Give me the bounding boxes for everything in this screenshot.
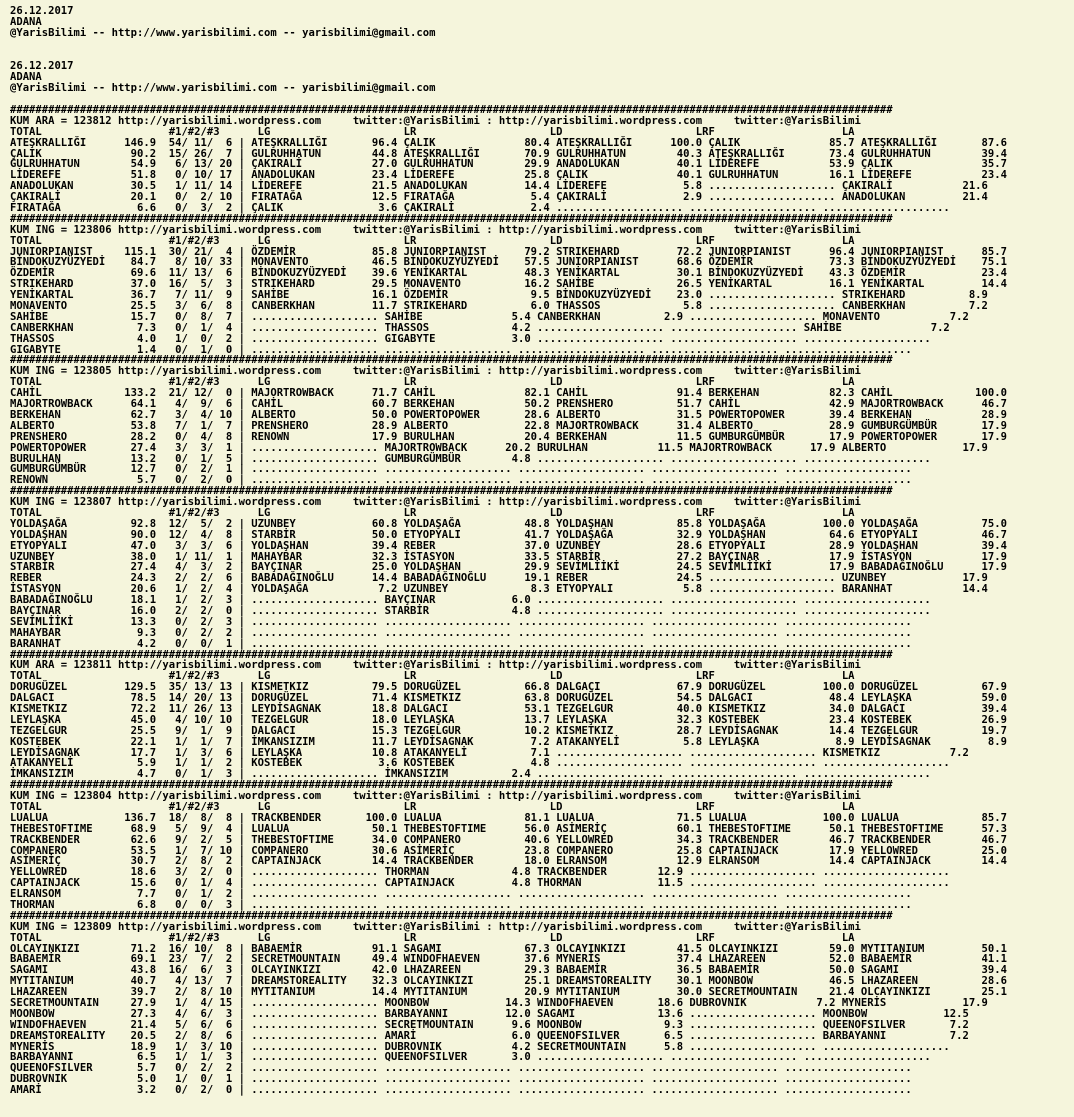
column-headers: TOTAL #1/#2/#3 LG LR LD LRF LA	[10, 376, 855, 389]
table-row: DREAMSTOREALITY 20.5 2/ 8/ 6 | .................... AMARİ 6.0 QUEENOFSILVER 6.5 .................... BARBAYANNI 7.2	[10, 1029, 969, 1042]
table-row: GUMBURGÜMBÜR 12.7 0/ 2/ 1 | .................... .................... .................... .................... ....................	[10, 463, 912, 476]
column-headers: TOTAL #1/#2/#3 LG LR LD LRF LA	[10, 931, 855, 944]
column-headers: TOTAL #1/#2/#3 LG LR LD LRF LA	[10, 801, 855, 813]
header-blank	[10, 50, 1074, 61]
table-row: LEYDİSAGNAK 17.7 1/ 3/ 6 | LEYLAŞKA 10.8 ATAKANYELİ 7.1 .................... .................... KISMETKIZ 7.2	[10, 746, 969, 759]
table-row: KOSTEBEK 22.1 1/ 1/ 7 | İMKANSIZIM 11.7 LEYDİSAGNAK 7.2 ATAKANYELİ 5.8 LEYLAŞKA 8.9 LEYDİSAGNAK 8.9	[10, 735, 1007, 748]
table-row: PRENSHERO 28.2 0/ 4/ 8 | RENOWN 17.9 BURULHAN 20.4 BERKEHAN 11.5 GUMBURGÜMBÜR 17.9 POWERTOPOWER 17.9	[10, 430, 1007, 443]
table-row: LHAZAREEN 39.7 2/ 8/ 10 | MYTITANIUM 14.4 MYTITANIUM 20.9 MYTITANIUM 30.0 SECRETMOUNTAIN 21.4 OLCAYINKIZI 25.1	[10, 986, 1007, 999]
table-row: ÇAKIRALİ 20.1 0/ 2/ 10 | FIRATAĞA 12.5 FIRATAĞA 5.4 ÇAKIRALİ 2.9 .................... ANADOLUKAN 21.4	[10, 191, 988, 204]
table-row: İMKANSIZIM 4.7 0/ 1/ 3 | .................... İMKANSIZIM 2.4 .................... .................... ....................	[10, 768, 931, 781]
table-row: YOLDAŞHAN 90.0 12/ 4/ 8 | STARBİR 50.0 ETYOPYALI 41.7 YOLDAŞAĞA 32.9 YOLDAŞHAN 64.6 ETYOPYALI 46.7	[10, 528, 1007, 541]
table-row: UZUNBEY 38.0 1/ 11/ 1 | MAHAYBAR 32.3 İSTASYON 33.5 STARBİR 27.2 BAYÇINAR 17.9 İSTASYON 17.9	[10, 550, 1007, 563]
table-row: MYNERİS 18.9 1/ 3/ 10 | .................... DUBROVNIK 4.2 SECRETMOUNTAIN 5.8 .................... ....................	[10, 1040, 950, 1053]
header-city: ADANA	[10, 16, 42, 28]
table-row: MAHAYBAR 9.3 0/ 2/ 2 | .................... .................... .................... .................... ....................	[10, 626, 912, 639]
table-row: RENOWN 5.7 0/ 2/ 0 | .................... .................... .................... .................... ....................	[10, 474, 912, 487]
table-row: SAGAMI 43.8 16/ 6/ 3 | OLCAYINKIZI 42.0 LHAZAREEN 29.3 BABAEMİR 36.5 BABAEMİR 50.0 SAGAMI 39.4	[10, 964, 1007, 977]
table-row: AMARİ 3.2 0/ 2/ 0 | .................... .................... .................... .................... ....................	[10, 1084, 912, 1097]
table-row: GULRUHHATUN 54.9 6/ 13/ 20 | ÇAKIRALİ 27.0 GULRUHHATUN 29.9 ANADOLUKAN 40.1 LİDEREFE 53.9 ÇALIK 35.7	[10, 158, 1007, 171]
separator-line: ###########################################################################################################################################	[10, 104, 893, 116]
race-block	[10, 780, 1074, 911]
header-contact: @YarisBilimi -- http://www.yarisbilimi.com -- yarisbilimi@gmail.com	[10, 82, 436, 94]
table-row: TRACKBENDER 62.6 9/ 2/ 5 | THEBESTOFTIME 34.0 COMPANERO 40.6 YELLOWRED 34.3 TRACKBENDER 46.7 TRACKBENDER 46.7	[10, 833, 1007, 846]
table-row: LİDEREFE 51.8 0/ 10/ 17 | ANADOLUKAN 23.4 LİDEREFE 25.8 ÇALIK 40.1 GULRUHHATUN 16.1 LİDEREFE 23.4	[10, 169, 1007, 182]
table-row: ELRANSOM 7.7 0/ 1/ 2 | .................... .................... .................... .................... ....................	[10, 888, 912, 901]
race-block	[10, 911, 1074, 1096]
header-city: ADANA	[10, 71, 42, 83]
table-row: CAHİL 133.2 21/ 12/ 0 | MAJORTROWBACK 71.7 CAHİL 82.1 CAHİL 91.4 BERKEHAN 82.3 CAHİL 100.0	[10, 387, 1007, 400]
table-row: SEVİMLİİKİ 13.3 0/ 2/ 3 | .................... .................... .................... .................... ....................	[10, 615, 912, 628]
race-block	[10, 105, 1074, 214]
column-headers: TOTAL #1/#2/#3 LG LR LD LRF LA	[10, 234, 855, 247]
table-row: YOLDAŞAĞA 92.8 12/ 5/ 2 | UZUNBEY 60.8 YOLDAŞAĞA 48.8 YOLDAŞHAN 85.8 YOLDAŞAĞA 100.0 YOLDAŞAĞA 75.0	[10, 517, 1007, 530]
race-title: KUM ARA = 123812 http://yarisbilimi.wordpress.com twitter:@YarisBilimi : http://yarisbilimi.wordpress.com twitter:@YarisBilimi	[10, 114, 861, 127]
table-row: THEBESTOFTIME 68.9 5/ 9/ 4 | LUALUA 50.1 THEBESTOFTIME 56.0 ASİMERİÇ 60.1 THEBESTOFTIME 50.1 THEBESTOFTIME 57.3	[10, 822, 1007, 835]
table-row: MONAVENTO 25.5 3/ 6/ 8 | CANBERKHAN 11.7 STRIKEHARD 6.0 THASSOS 5.8 .................... CANBERKHAN 7.2	[10, 300, 988, 313]
column-headers: TOTAL #1/#2/#3 LG LR LD LRF LA	[10, 670, 855, 683]
table-row: CANBERKHAN 7.3 0/ 1/ 4 | .................... THASSOS 4.2 .................... .................... SAHİBE 7.2	[10, 321, 950, 334]
table-row: ÇALIK 90.2 15/ 26/ 7 | GULRUHHATUN 44.8 ATEŞKRALLIĞI 70.9 GULRUHHATUN 40.3 ATEŞKRALLIĞI 73.4 GULRUHHATUN 39.4	[10, 147, 1007, 160]
table-row: SAHİBE 15.7 0/ 8/ 7 | .................... SAHİBE 5.4 CANBERKHAN 2.9 .................... MONAVENTO 7.2	[10, 310, 969, 323]
table-row: BARBAYANNI 6.5 1/ 1/ 3 | .................... QUEENOFSILVER 3.0 .................... .................... ....................	[10, 1051, 931, 1064]
table-row: BARANHAT 4.2 0/ 0/ 1 | .................... .................... .................... .................... ....................	[10, 637, 912, 650]
table-row: THORMAN 6.8 0/ 0/ 3 | .................... .................... .................... .................... ....................	[10, 899, 912, 912]
table-row: MAJORTROWBACK 64.1 4/ 9/ 6 | CAHİL 60.7 BERKEHAN 50.2 PRENSHERO 51.7 CAHİL 42.9 MAJORTROWBACK 46.7	[10, 398, 1007, 411]
table-row: MOONBOW 27.3 4/ 6/ 3 | .................... BARBAYANNI 12.0 SAGAMI 13.6 .................... MOONBOW 12.5	[10, 1007, 969, 1020]
separator-line: ###########################################################################################################################################	[10, 779, 893, 792]
race-title: KUM ARA = 123811 http://yarisbilimi.wordpress.com twitter:@YarisBilimi : http://yarisbilimi.wordpress.com twitter:@YarisBilimi	[10, 659, 861, 672]
table-row: WINDOFHAEVEN 21.4 5/ 6/ 6 | .................... SECRETMOUNTAIN 9.6 MOONBOW 9.3 .................... QUEENOFSILVER 7.2	[10, 1018, 969, 1031]
separator-line: ###########################################################################################################################################	[10, 212, 893, 225]
table-row: THASSOS 4.0 1/ 0/ 2 | .................... GIGABYTE 3.0 .................... .................... ....................	[10, 332, 931, 345]
table-row: ALBERTO 53.8 7/ 1/ 7 | PRENSHERO 28.9 ALBERTO 22.8 MAJORTROWBACK 31.4 ALBERTO 28.9 GUMBURGÜMBÜR 17.9	[10, 419, 1007, 432]
table-row: CAPTAINJACK 15.6 0/ 1/ 4 | .................... CAPTAINJACK 4.8 THORMAN 11.5 .................... ....................	[10, 877, 950, 890]
separator-line: ###########################################################################################################################################	[10, 909, 893, 922]
race-blocks	[10, 105, 1074, 1096]
table-row: DUBROVNIK 5.0 1/ 0/ 1 | .................... .................... .................... .................... ....................	[10, 1073, 912, 1086]
table-row: BABAEMİR 69.1 23/ 7/ 2 | SECRETMOUNTAIN 49.4 WINDOFHAEVEN 37.6 MYNERİS 37.4 LHAZAREEN 52.0 BABAEMİR 41.1	[10, 953, 1007, 966]
race-block	[10, 355, 1074, 486]
separator-line: ###########################################################################################################################################	[10, 648, 893, 661]
table-row: REBER 24.3 2/ 2/ 6 | BABADAĞINOĞLU 14.4 BABADAĞINOĞLU 19.1 REBER 24.5 .................... UZUNBEY 17.9	[10, 572, 988, 585]
table-row: LEYLAŞKA 45.0 4/ 10/ 10 | TEZGELGUR 18.0 LEYLAŞKA 13.7 LEYLAŞKA 32.3 KOSTEBEK 23.4 KOSTEBEK 26.9	[10, 713, 1007, 726]
header-contact: @YarisBilimi -- http://www.yarisbilimi.com -- yarisbilimi@gmail.com	[10, 27, 436, 39]
race-block	[10, 650, 1074, 781]
table-row: COMPANERO 53.5 1/ 7/ 10 | COMPANERO 30.6 ASİMERİÇ 23.8 COMPANERO 25.8 CAPTAINJACK 17.9 YELLOWRED 25.0	[10, 844, 1007, 857]
table-row: FIRATAĞA 6.6 0/ 3/ 2 | ÇALIK 3.6 ÇAKIRALİ 2.4 .................... .................... ....................	[10, 202, 950, 215]
header-date: 26.12.2017	[10, 60, 74, 72]
column-headers: TOTAL #1/#2/#3 LG LR LD LRF LA	[10, 506, 855, 519]
race-block	[10, 214, 1074, 356]
header-date: 26.12.2017	[10, 5, 74, 17]
table-row: KISMETKIZ 72.2 11/ 26/ 13 | LEYDİSAGNAK 18.8 DALGACI 53.1 TEZGELGUR 40.0 KISMETKIZ 34.0 DALGACI 39.4	[10, 702, 1007, 715]
table-row: MYTITANIUM 40.7 4/ 13/ 7 | DREAMSTOREALITY 32.3 OLCAYINKIZI 25.1 DREAMSTOREALITY 30.1 MOONBOW 46.5 LHAZAREEN 28.6	[10, 975, 1007, 988]
table-row: LUALUA 136.7 18/ 8/ 8 | TRACKBENDER 100.0 LUALUA 81.1 LUALUA 71.5 LUALUA 100.0 LUALUA 85.7	[10, 811, 1007, 824]
table-row: ANADOLUKAN 30.5 1/ 11/ 14 | LİDEREFE 21.5 ANADOLUKAN 14.4 LİDEREFE 5.8 .................... ÇAKIRALİ 21.6	[10, 180, 988, 193]
table-row: POWERTOPOWER 27.4 3/ 3/ 1 | .................... MAJORTROWBACK 20.2 BURULHAN 11.5 MAJORTROWBACK 17.9 ALBERTO 17.9	[10, 441, 988, 454]
column-headers: TOTAL #1/#2/#3 LG LR LD LRF LA	[10, 125, 855, 138]
table-row: İSTASYON 20.6 1/ 2/ 4 | YOLDAŞAĞA 7.2 UZUNBEY 8.3 ETYOPYALI 5.8 .................... BARANHAT 14.4	[10, 583, 988, 596]
table-row: GIGABYTE 1.4 0/ 1/ 0 | .................... .................... .................... .................... ....................	[10, 343, 912, 356]
table-row: ÖZDEMİR 69.6 11/ 13/ 6 | BİNDOKUZYÜZYEDİ 39.6 YENİKARTAL 48.3 YENİKARTAL 30.1 BİNDOKUZYÜZYEDİ 43.3 ÖZDEMİR 23.4	[10, 267, 1007, 280]
table-row: STRIKEHARD 37.0 16/ 5/ 3 | STRIKEHARD 29.5 MONAVENTO 16.2 SAHİBE 26.5 YENİKARTAL 16.1 YENİKARTAL 14.4	[10, 278, 1007, 291]
report-header	[10, 6, 1074, 105]
race-title: KUM ING = 123809 http://yarisbilimi.wordpress.com twitter:@YarisBilimi : http://yarisbilimi.wordpress.com twitter:@YarisBilimi	[10, 920, 861, 933]
table-row: BAYÇINAR 16.0 2/ 2/ 0 | .................... STARBİR 4.8 .................... .................... ....................	[10, 604, 931, 617]
table-row: ASİMERİÇ 30.7 2/ 8/ 2 | CAPTAINJACK 14.4 TRACKBENDER 18.0 ELRANSOM 12.9 ELRANSOM 14.4 CAPTAINJACK 14.4	[10, 855, 1007, 868]
table-row: YENİKARTAL 36.7 7/ 11/ 9 | SAHİBE 16.1 ÖZDEMİR 9.5 BİNDOKUZYÜZYEDİ 23.0 .................... STRIKEHARD 8.9	[10, 289, 988, 302]
race-title: KUM ING = 123807 http://yarisbilimi.wordpress.com twitter:@YarisBilimi : http://yarisbilimi.wordpress.com twitter:@YarisBilimi	[10, 496, 861, 509]
table-row: ATAKANYELİ 5.9 1/ 1/ 2 | KOSTEBEK 3.6 KOSTEBEK 4.8 .................... .................... ....................	[10, 757, 950, 770]
table-row: BURULHAN 13.2 0/ 1/ 5 | .................... GUMBURGÜMBÜR 4.8 .................... .................... ....................	[10, 452, 931, 465]
table-row: TEZGELGUR 25.5 9/ 1/ 9 | DALGACI 15.3 TEZGELGUR 10.2 KISMETKIZ 28.7 LEYDİSAGNAK 14.4 TEZGELGUR 19.7	[10, 724, 1007, 737]
table-row: YELLOWRED 18.6 3/ 2/ 0 | .................... THORMAN 4.8 TRACKBENDER 12.9 .................... ....................	[10, 866, 950, 879]
race-block	[10, 486, 1074, 649]
race-title: KUM ING = 123806 http://yarisbilimi.wordpress.com twitter:@YarisBilimi : http://yarisbilimi.wordpress.com twitter:@YarisBilimi	[10, 223, 861, 236]
table-row: STARBİR 27.4 4/ 3/ 2 | BAYÇINAR 25.0 YOLDAŞHAN 29.9 SEVİMLİİKİ 24.5 SEVİMLİİKİ 17.9 BABADAĞINOĞLU 17.9	[10, 561, 1007, 574]
table-row: JUNIORPIANIST 115.1 30/ 21/ 4 | ÖZDEMİR 85.8 JUNIORPIANIST 79.2 STRIKEHARD 72.2 JUNIORPIANIST 96.4 JUNIORPIANIST 85.7	[10, 245, 1007, 258]
table-row: SECRETMOUNTAIN 27.9 1/ 4/ 15 | .................... MOONBOW 14.3 WINDOFHAEVEN 18.6 DUBROVNIK 7.2 MYNERİS 17.9	[10, 997, 988, 1010]
race-title: KUM ING = 123804 http://yarisbilimi.wordpress.com twitter:@YarisBilimi : http://yarisbilimi.wordpress.com twitter:@YarisBilimi	[10, 790, 861, 803]
table-row: BERKEHAN 62.7 3/ 4/ 10 | ALBERTO 50.0 POWERTOPOWER 28.6 ALBERTO 31.5 POWERTOPOWER 39.4 BERKEHAN 28.9	[10, 408, 1007, 421]
table-row: QUEENOFSILVER 5.7 0/ 2/ 2 | .................... .................... .................... .................... ....................	[10, 1062, 912, 1075]
table-row: ETYOPYALI 47.0 3/ 3/ 6 | YOLDAŞHAN 39.4 REBER 37.0 UZUNBEY 28.6 ETYOPYALI 28.9 YOLDAŞHAN 39.4	[10, 539, 1007, 552]
table-row: BİNDOKUZYÜZYEDİ 84.7 8/ 10/ 33 | MONAVENTO 46.5 BİNDOKUZYÜZYEDİ 57.5 JUNIORPIANIST 68.6 ÖZDEMİR 73.3 BİNDOKUZYÜZYEDİ 75.1	[10, 256, 1007, 269]
table-row: DALGACI 78.5 14/ 20/ 13 | DORUGÜZEL 71.4 KISMETKIZ 63.8 DORUGÜZEL 54.5 DALGACI 48.4 LEYLAŞKA 59.0	[10, 692, 1007, 705]
separator-line: ###########################################################################################################################################	[10, 354, 893, 367]
table-row: BABADAĞINOĞLU 18.1 1/ 2/ 3 | .................... BAYÇINAR 6.0 .................... .................... ....................	[10, 594, 931, 607]
race-title: KUM ING = 123805 http://yarisbilimi.wordpress.com twitter:@YarisBilimi : http://yarisbilimi.wordpress.com twitter:@YarisBilimi	[10, 365, 861, 378]
table-row: OLCAYINKIZI 71.2 16/ 10/ 8 | BABAEMİR 91.1 SAGAMI 67.3 OLCAYINKIZI 41.5 OLCAYINKIZI 59.0 MYTITANIUM 50.1	[10, 942, 1007, 955]
header-blank	[10, 39, 1074, 50]
table-row: ATEŞKRALLIĞI 146.9 54/ 11/ 6 | ATEŞKRALLIĞI 96.4 ÇALIK 80.4 ATEŞKRALLIĞI 100.0 ÇALIK 85.7 ATEŞKRALLIĞI 87.6	[10, 136, 1007, 149]
separator-line: ###########################################################################################################################################	[10, 485, 893, 498]
table-row: DORUGÜZEL 129.5 35/ 13/ 13 | KISMETKIZ 79.5 DORUGÜZEL 66.8 DALGAÇI 67.9 DORUGÜZEL 100.0 DORUGÜZEL 67.9	[10, 681, 1007, 694]
